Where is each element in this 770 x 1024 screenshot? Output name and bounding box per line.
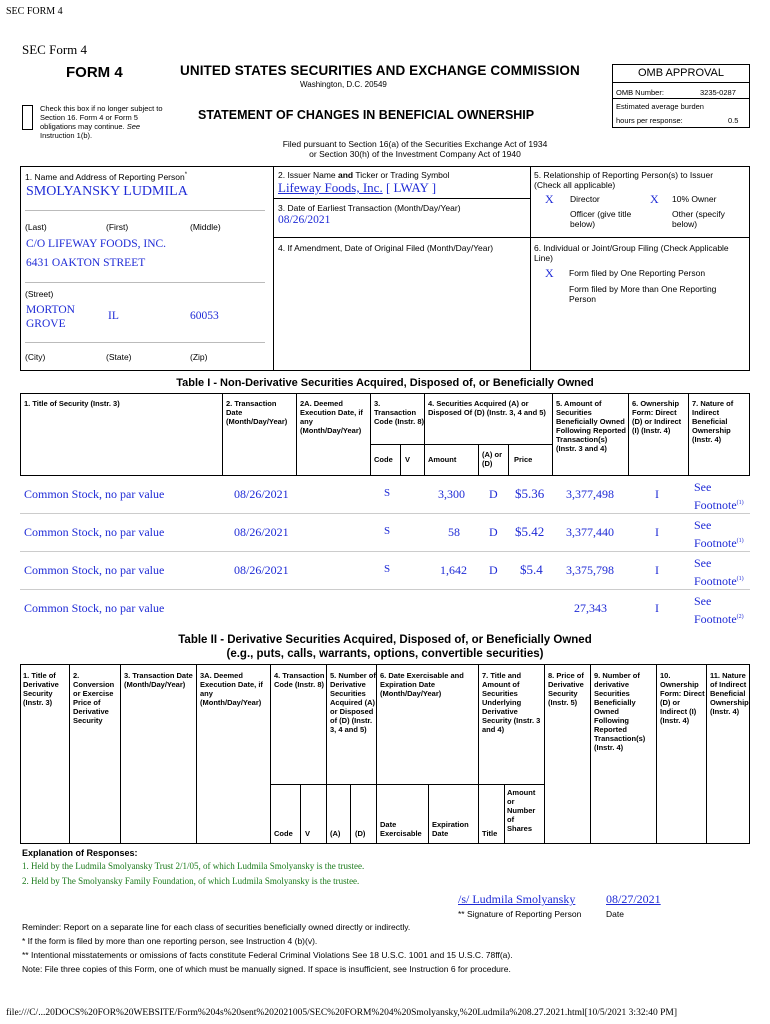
t1-amount: Amount xyxy=(428,455,457,464)
page-footer-path: file:///C/...20DOCS%20FOR%20WEBSITE/Form%204s%20sent%202021005/SEC%20FORM%204%20Smolyansky,%20Ludmila%208.27.2021.html[10/5/2021 3:32:40 PM] xyxy=(6,1008,677,1018)
table2-title: Table II - Derivative Securities Acquired, Disposed of, or Beneficially Owned (e.g., puts, calls, warrants, options, convertible securities) xyxy=(178,634,592,660)
row-footnote-link[interactable]: See Footnote$^{(1)}$ xyxy=(694,518,744,550)
row-form: I xyxy=(655,563,659,577)
t2-h4: 4. Transaction Code (Instr. 8) xyxy=(274,671,325,689)
other-label: Other (specify below) xyxy=(672,209,725,229)
zip-label: (Zip) xyxy=(190,352,208,362)
omb-title: OMB APPROVAL xyxy=(613,65,749,83)
t2-exp: Expiration Date xyxy=(432,820,469,838)
row-title: Common Stock, no par value xyxy=(24,487,165,501)
row-form: I xyxy=(655,601,659,615)
row-title: Common Stock, no par value xyxy=(24,525,165,539)
officer-label: Officer (give title below) xyxy=(570,209,632,229)
form-title-small: SEC Form 4 xyxy=(22,42,88,57)
row-ad: D xyxy=(489,487,498,501)
t2-amount: Amount or Number of Shares xyxy=(507,788,536,833)
footnote-1: 1. Held by the Ludmila Smolyansky Trust 2/1/05, of which Ludmila Smolyansky is the trustee. xyxy=(22,861,365,871)
t1-v: V xyxy=(405,455,411,464)
t2-d: (D) xyxy=(355,829,366,838)
footnote-2: 2. Held by The Smolyansky Family Foundation, of which Ludmila Smolyansky is the trustee. xyxy=(22,876,360,886)
row-ad: D xyxy=(489,525,498,539)
t1-h7: 7. Nature of Indirect Beneficial Ownership (Instr. 4) xyxy=(692,399,734,444)
commission-title: UNITED STATES SECURITIES AND EXCHANGE COMMISSION xyxy=(180,63,580,78)
note-file-copies: Note: File three copies of this Form, one of which must be manually signed. If space is insufficient, see Instruction 6 for procedure. xyxy=(22,964,511,974)
row-price: $5.42 xyxy=(515,524,545,539)
address-line2: 6431 OAKTON STREET xyxy=(26,257,146,269)
row-amount: 3,300 xyxy=(438,487,465,501)
row-code: S xyxy=(384,563,391,575)
row-amount: 1,642 xyxy=(440,563,467,577)
ten-percent-owner-label: 10% Owner xyxy=(672,194,717,204)
t2-date-ex: Date Exercisable xyxy=(380,820,422,838)
note-double-star: ** Intentional misstatements or omissions of facts constitute Federal Criminal Violations See 18 U.S.C. 1001 and 15 U.S.C. 78ff(a). xyxy=(22,950,513,960)
t2-a: (A) xyxy=(330,829,341,838)
row-form: I xyxy=(655,487,659,501)
omb-number-label: OMB Number: xyxy=(616,88,664,97)
more-person-label: Form filed by More than One Reporting Person xyxy=(569,284,717,304)
t2-h9: 9. Number of derivative Securities Beneficially Owned Following Reported Transaction(s) (Instr. 4) xyxy=(594,671,646,752)
t2-h5: 5. Number of Derivative Securities Acquired (A) or Disposed of (D) (Instr. 3, 4 and 5) xyxy=(330,671,376,734)
t1-h6: 6. Ownership Form: Direct (D) or Indirect (I) (Instr. 4) xyxy=(632,399,682,435)
row-code: S xyxy=(384,487,391,499)
t2-h7: 7. Title and Amount of Securities Underlying Derivative Security (Instr. 3 and 4) xyxy=(482,671,541,734)
note-reminder: Reminder: Report on a separate line for each class of securities beneficially owned directly or indirectly. xyxy=(22,922,411,932)
t1-h2a: 2A. Deemed Execution Date, if any (Month/Day/Year) xyxy=(300,399,363,435)
box3-label: 3. Date of Earliest Transaction (Month/Day/Year) xyxy=(278,203,461,213)
omb-burden-label: Estimated average burden xyxy=(616,102,704,111)
row-footnote-link[interactable]: See Footnote$^{(1)}$ xyxy=(694,556,744,588)
row-owned: 3,377,440 xyxy=(566,525,614,539)
t2-h8: 8. Price of Derivative Security (Instr. 5) xyxy=(548,671,584,707)
t2-h10: 10. Ownership Form: Direct (D) or Indirect (I) (Instr. 4) xyxy=(660,671,705,725)
t1-h2: 2. Transaction Date (Month/Day/Year) xyxy=(226,399,288,426)
t1-h5: 5. Amount of Securities Beneficially Owned Following Reported Transaction(s) (Instr. 3 and 4) xyxy=(556,399,626,453)
row-price: $5.4 xyxy=(520,562,543,577)
t1-code: Code xyxy=(374,455,393,464)
row-owned: 3,377,498 xyxy=(566,487,614,501)
statement-title: STATEMENT OF CHANGES IN BENEFICIAL OWNERSHIP xyxy=(198,108,535,122)
box5-label: 5. Relationship of Reporting Person(s) to Issuer (Check all applicable) xyxy=(534,170,714,190)
t2-code: Code xyxy=(274,829,293,838)
row-form: I xyxy=(655,525,659,539)
first-label: (First) xyxy=(106,222,129,232)
t1-h3: 3. Transaction Code (Instr. 8) xyxy=(374,399,425,426)
issuer-name-link[interactable]: Lifeway Foods, Inc. xyxy=(278,180,383,195)
row-date: 08/26/2021 xyxy=(234,563,289,577)
ten-percent-owner-x: X xyxy=(650,192,659,206)
one-person-label: Form filed by One Reporting Person xyxy=(569,268,706,278)
row-date: 08/26/2021 xyxy=(234,487,289,501)
issuer-line xyxy=(278,180,436,196)
t2-v: V xyxy=(305,829,311,838)
last-label: (Last) xyxy=(25,222,47,232)
t2-h11: 11. Nature of Indirect Beneficial Ownership (Instr. 4) xyxy=(710,671,749,716)
filed-pursuant: Filed pursuant to Section 16(a) of the Securities Exchange Act of 1934 or Section 30(h) of the Investment Company Act of 1940 xyxy=(282,139,548,159)
one-person-x: X xyxy=(545,266,554,280)
row-footnote-link[interactable]: See Footnote$^{(1)}$ xyxy=(694,480,744,512)
form-label: FORM 4 xyxy=(66,64,123,81)
t2-h3a: 3A. Deemed Execution Date, if any (Month/Day/Year) xyxy=(200,671,263,707)
explanation-label: Explanation of Responses: xyxy=(22,848,138,858)
t2-h3: 3. Transaction Date (Month/Day/Year) xyxy=(124,671,193,689)
reporting-person-name: SMOLYANSKY LUDMILA xyxy=(26,184,188,199)
box4-label: 4. If Amendment, Date of Original Filed (Month/Day/Year) xyxy=(278,243,494,253)
zip-value: 60053 xyxy=(190,310,219,322)
page-header: SEC FORM 4 xyxy=(6,6,63,17)
row-owned: 27,343 xyxy=(574,601,607,615)
row-owned: 3,375,798 xyxy=(566,563,614,577)
signature-date: 08/27/2021 xyxy=(606,892,661,906)
director-x: X xyxy=(545,192,554,206)
t2-h2: 2. Conversion or Exercise Price of Derivative Security xyxy=(73,671,115,725)
row-footnote-link[interactable]: See Footnote$^{(2)}$ xyxy=(694,594,744,626)
note-star: * If the form is filed by more than one reporting person, see Instruction 4 (b)(v). xyxy=(22,936,318,946)
city-value: MORTON GROVE xyxy=(26,304,75,330)
row-price: $5.36 xyxy=(515,486,545,501)
t1-price: Price xyxy=(514,455,533,464)
box1-label: 1. Name and Address of Reporting Person* xyxy=(25,171,188,182)
box6-label: 6. Individual or Joint/Group Filing (Check Applicable Line) xyxy=(534,243,729,263)
ticker: [ LWAY ] xyxy=(385,180,437,195)
t2-title: Title xyxy=(482,829,498,838)
signature-label: ** Signature of Reporting Person xyxy=(458,909,582,919)
row-code: S xyxy=(384,525,391,537)
address-line1: C/O LIFEWAY FOODS, INC. xyxy=(26,238,167,250)
table1-title: Table I - Non-Derivative Securities Acquired, Disposed of, or Beneficially Owned xyxy=(176,377,594,389)
state-value: IL xyxy=(108,310,119,322)
t2-h6: 6. Date Exercisable and Expiration Date (Month/Day/Year) xyxy=(380,671,464,698)
box2-label: 2. Issuer Name and Ticker or Trading Symbol xyxy=(278,170,450,180)
t1-h1: 1. Title of Security (Instr. 3) xyxy=(24,399,120,408)
no-longer-subject-checkbox[interactable] xyxy=(22,105,33,130)
city-label: (City) xyxy=(25,352,46,362)
row-title: Common Stock, no par value xyxy=(24,601,165,615)
state-label: (State) xyxy=(106,352,132,362)
t2-h1: 1. Title of Derivative Security (Instr. 3) xyxy=(23,671,59,707)
street-label: (Street) xyxy=(25,289,54,299)
omb-hours-label: hours per response: xyxy=(616,116,683,125)
earliest-transaction-date: 08/26/2021 xyxy=(278,214,331,226)
row-date: 08/26/2021 xyxy=(234,525,289,539)
signature-name: /s/ Ludmila Smolyansky xyxy=(458,892,576,906)
date-label: Date xyxy=(606,909,624,919)
checkbox-label: Check this box if no longer subject to Section 16. Form 4 or Form 5 obligations may continue. See Instruction 1(b). xyxy=(40,104,163,140)
location: Washington, D.C. 20549 xyxy=(300,80,387,89)
t1-ad: (A) or (D) xyxy=(482,450,502,468)
director-label: Director xyxy=(570,194,600,204)
t1-h4: 4. Securities Acquired (A) or Disposed Of (D) (Instr. 3, 4 and 5) xyxy=(428,399,546,417)
omb-number: 3235-0287 xyxy=(700,88,736,97)
row-amount: 58 xyxy=(448,525,460,539)
row-ad: D xyxy=(489,563,498,577)
middle-label: (Middle) xyxy=(190,222,221,232)
omb-hours: 0.5 xyxy=(728,116,739,125)
row-title: Common Stock, no par value xyxy=(24,563,165,577)
